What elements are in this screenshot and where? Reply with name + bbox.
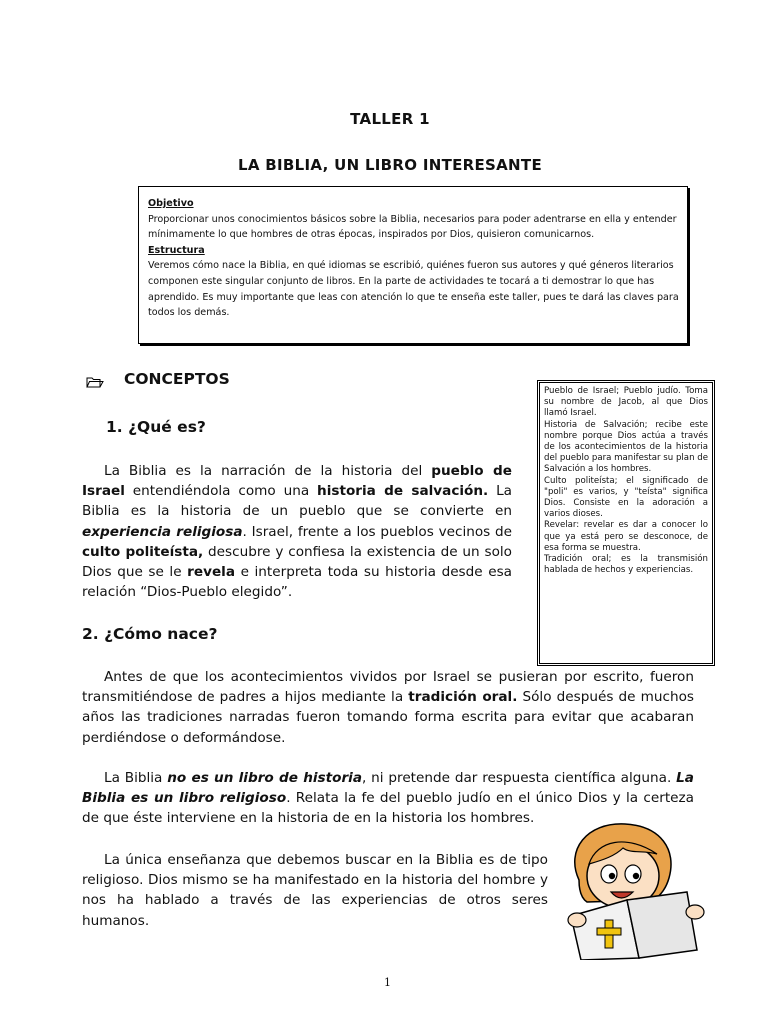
term-tradicion-oral: tradición oral. (408, 689, 518, 706)
page-number: 1 (384, 976, 391, 989)
term-pueblo-de-israel: pueblo de Israel (82, 463, 512, 500)
conceptos-label: CONCEPTOS (124, 370, 230, 388)
glossary-item: Revelar: revelar es dar a conocer lo que ya está pero se desconoce, de esa forma se muestra. (544, 520, 708, 553)
section-heading-que-es: 1. ¿Qué es? (106, 418, 206, 436)
workshop-number: TALLER 1 (350, 110, 430, 128)
section-heading-como-nace: 2. ¿Cómo nace? (82, 625, 218, 643)
term-culto-politeista: culto politeísta, (82, 543, 204, 560)
page-title: LA BIBLIA, UN LIBRO INTERESANTE (238, 156, 542, 174)
glossary-item: Historia de Salvación; recibe este nombre porque Dios actúa a través de los acontecimientos de la historia del pueblo para manifestar su plan de Salvación a los hombres. (544, 419, 708, 475)
term-no-es-libro-de-historia: no es un libro de historia (167, 770, 362, 786)
glossary-item: Pueblo de Israel; Pueblo judío. Toma su nombre de Jacob, al que Dios llamó Israel. (544, 386, 708, 419)
term-revela: revela (187, 564, 235, 581)
glossary-item: Culto politeísta; el significado de "poli" es varios, y "teísta" significa Dios. Consiste en la adoración a varios dioses. (544, 475, 708, 520)
objetivo-text: Proporcionar unos conocimientos básicos sobre la Biblia, necesarios para poder adentrarse en ella y entender mínimamente lo que hombres de otras épocas, inspirados por Dios, quisieron comunicarnos. (148, 213, 677, 241)
objetivo-label: Objetivo (148, 198, 194, 209)
term-experiencia-religiosa: experiencia religiosa (82, 523, 243, 540)
estructura-text: Veremos cómo nace la Biblia, en qué idiomas se escribió, quiénes fueron sus autores y qué géneros literarios componen este singular conjunto de libros. En la parte de actividades te tocará a ti demostrar lo que has aprendido. Es muy importante que leas con atención lo que te enseña este taller, pues te dará las claves para todos los demás. (148, 260, 679, 319)
glossary-box (537, 380, 715, 666)
term-historia-de-salvacion: historia de salvación. (317, 483, 489, 500)
folder-icon (86, 374, 104, 386)
term-libro-religioso: La Biblia es un libro religioso (82, 770, 694, 807)
glossary-item: Tradición oral; es la transmisión hablada de hechos y experiencias. (544, 554, 708, 576)
girl-reading-bible-icon (557, 820, 717, 964)
estructura-label: Estructura (148, 244, 205, 256)
paragraph-libro-religioso: La Biblia no es un libro de historia, ni pretende dar respuesta científica alguna. La Biblia es un libro religioso. Relata la fe del pueblo judío en el único Dios y la certeza de que éste interviene en la historia de en la historia los hombres. (82, 770, 694, 827)
conceptos-heading (86, 370, 230, 388)
paragraph-como-nace: Antes de que los acontecimientos vividos por Israel se pusieran por escrito, fueron transmitiéndose de padres a hijos mediante la tradición oral. Sólo después de muchos años las tradiciones narradas fueron tomando forma escrita para evitar que acabaran perdiéndose o deformándose. (82, 669, 694, 746)
paragraph-ensenanza: La única enseñanza que debemos buscar en la Biblia es de tipo religioso. Dios mismo se ha manifestado en la historia del hombre y nos ha hablado a través de las experiencias de otros seres humanos. (82, 852, 548, 929)
intro-box (138, 186, 688, 344)
paragraph-que-es: La Biblia es la narración de la historia del pueblo de Israel entendiéndola como una historia de salvación. La Biblia es la historia de un pueblo que se convierte en experiencia religiosa. Israel, frente a los pueblos vecinos de culto politeísta, descubre y confiesa la existencia de un solo Dios que se le revela e interpreta toda su historia desde esa relación “Dios-Pueblo elegido”. (82, 463, 513, 601)
